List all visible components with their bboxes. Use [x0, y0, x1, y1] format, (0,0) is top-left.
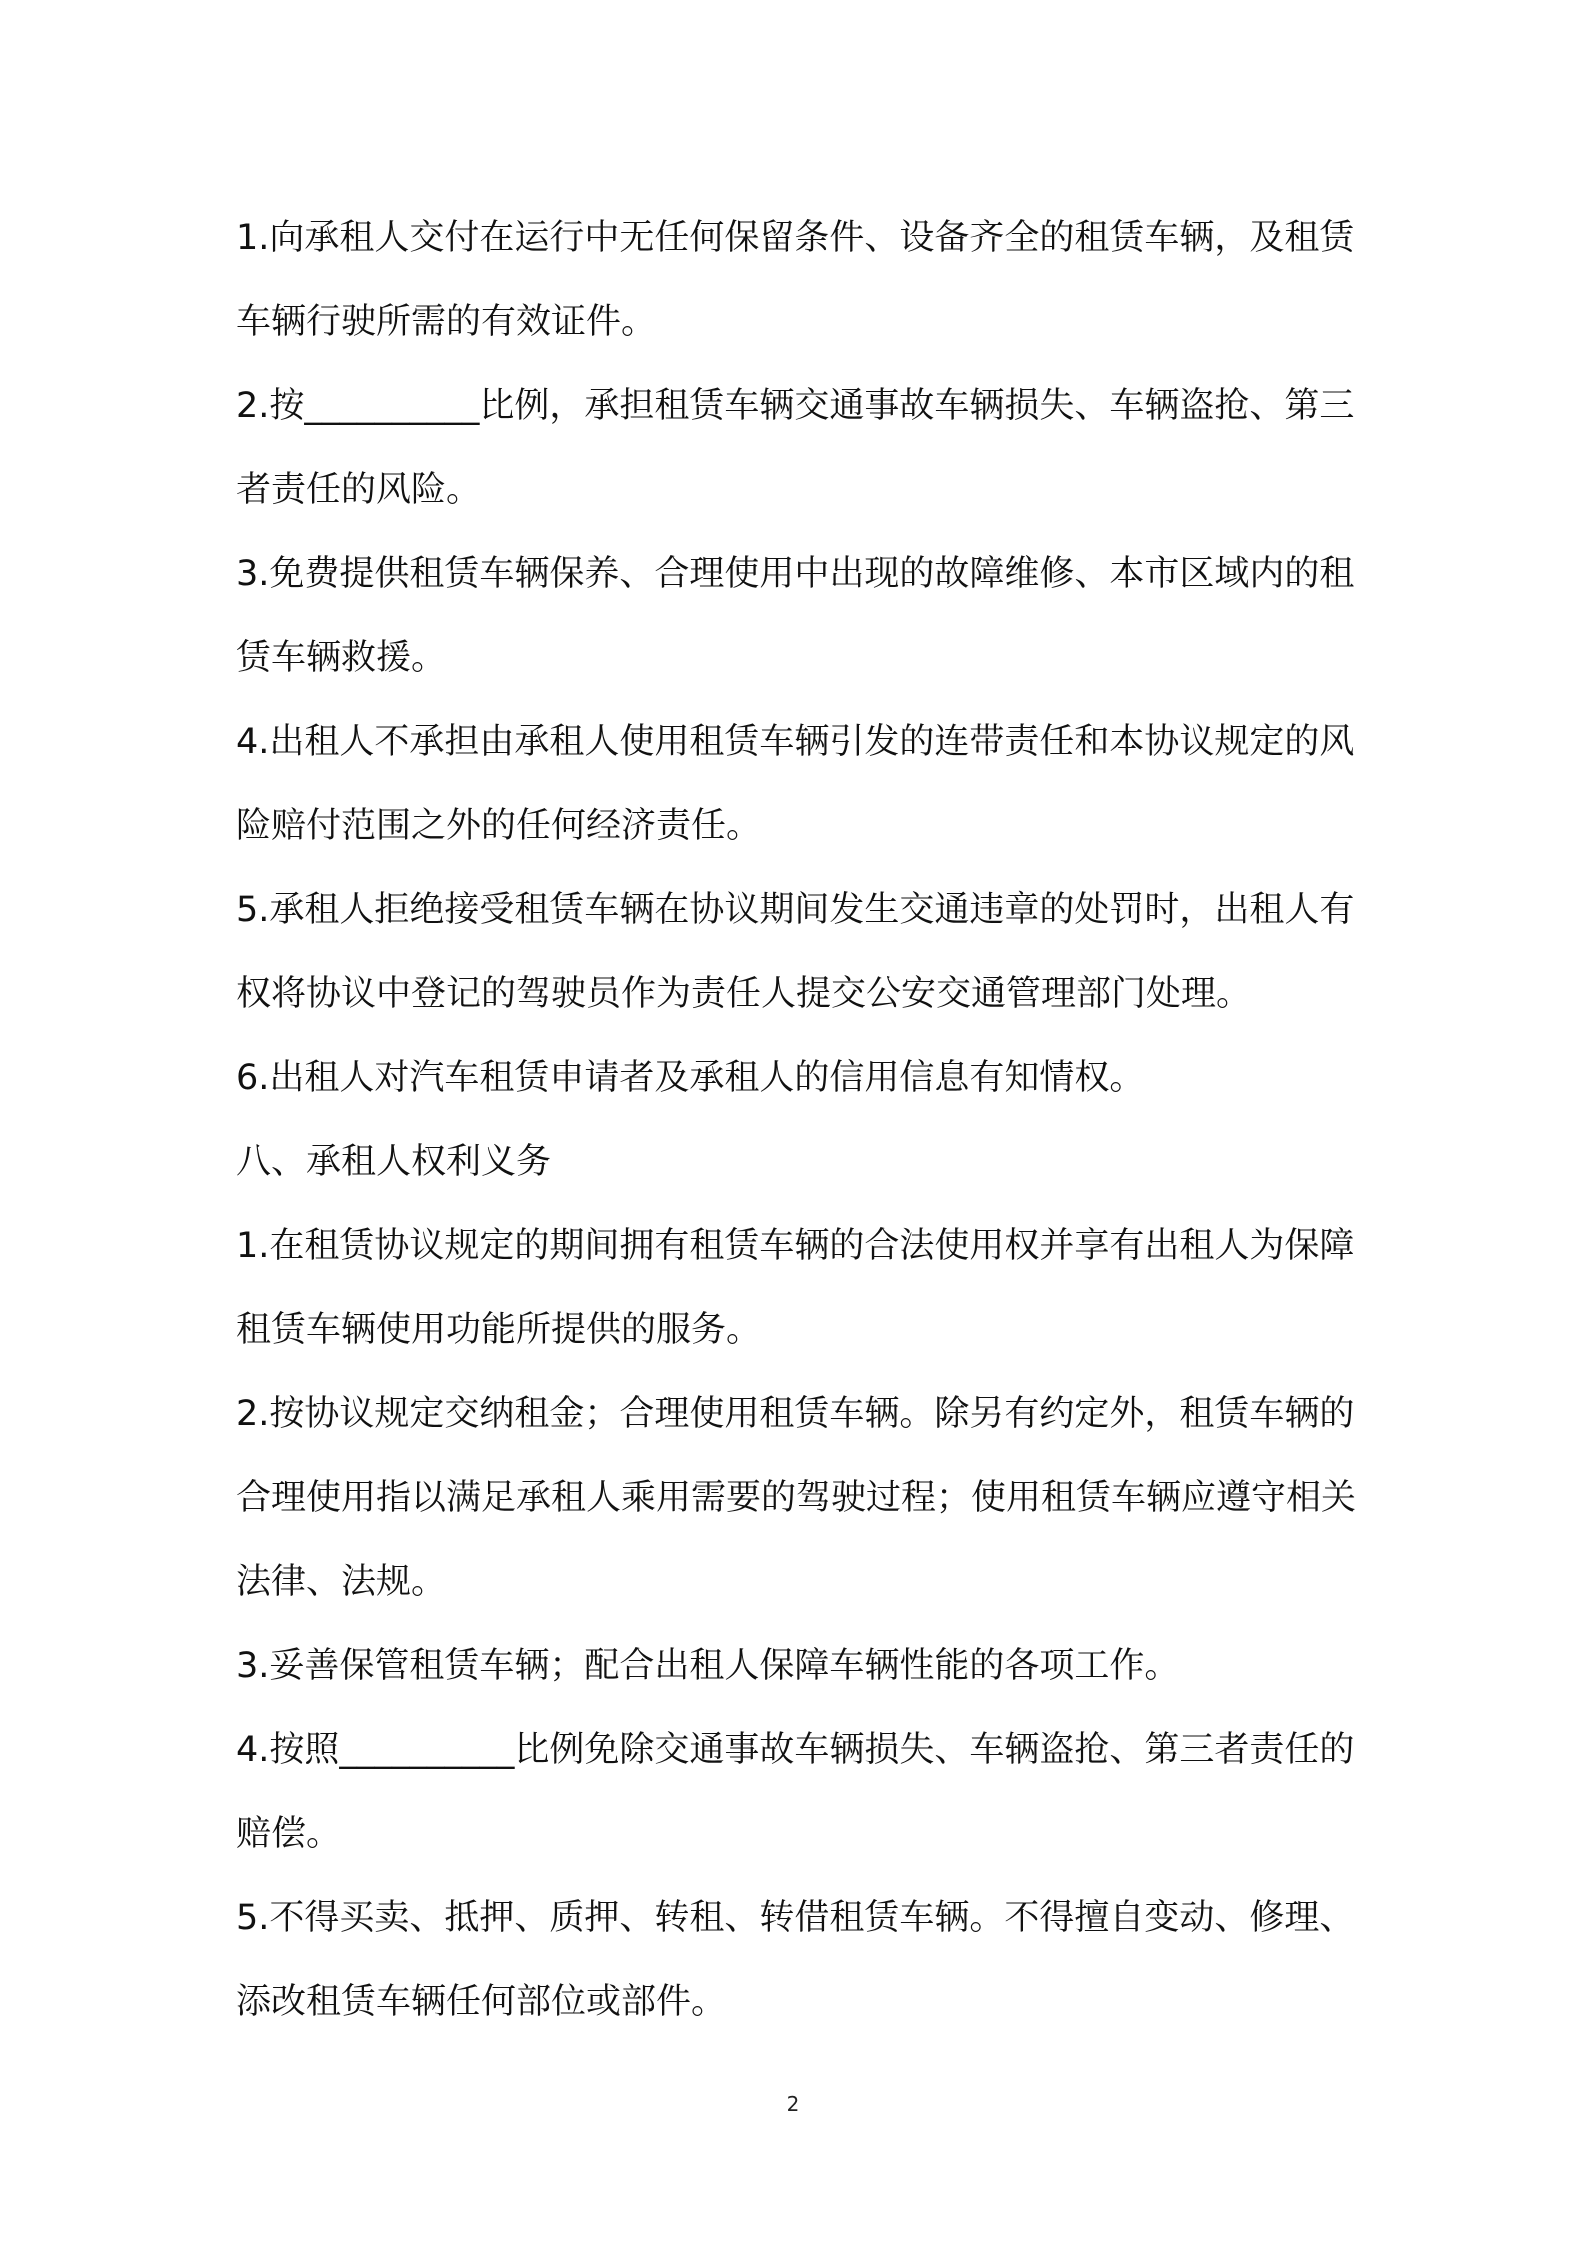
section-heading-lessee-rights: 八、承租人权利义务 — [236, 1142, 552, 1182]
paragraph-lessor-1: 1.向承租人交付在运行中无任何保留条件、设备齐全的租赁车辆，及租赁车辆行驶所需的有效证件。 — [236, 218, 1355, 342]
paragraph-lessee-1: 1.在租赁协议规定的期间拥有租赁车辆的合法使用权并享有出租人为保障租赁车辆使用功能所提供的服务。 — [236, 1226, 1355, 1350]
paragraph-lessee-4: 4.按照__________比例免除交通事故车辆损失、车辆盗抢、第三者责任的赔偿。 — [236, 1730, 1355, 1854]
paragraph-lessee-2: 2.按协议规定交纳租金；合理使用租赁车辆。除另有约定外，租赁车辆的合理使用指以满足承租人乘用需要的驾驶过程；使用租赁车辆应遵守相关法律、法规。 — [236, 1394, 1357, 1602]
paragraph-lessor-5: 5.承租人拒绝接受租赁车辆在协议期间发生交通违章的处罚时，出租人有权将协议中登记的驾驶员作为责任人提交公安交通管理部门处理。 — [236, 890, 1355, 1014]
document-body — [236, 196, 1366, 2044]
paragraph-lessor-6: 6.出租人对汽车租赁申请者及承租人的信用信息有知情权。 — [236, 1058, 1145, 1098]
paragraph-lessee-5: 5.不得买卖、抵押、质押、转租、转借租赁车辆。不得擅自变动、修理、添改租赁车辆任何部位或部件。 — [236, 1898, 1355, 2022]
page-number: 2 — [786, 2092, 800, 2116]
paragraph-lessee-3: 3.妥善保管租赁车辆；配合出租人保障车辆性能的各项工作。 — [236, 1646, 1180, 1686]
paragraph-lessor-4: 4.出租人不承担由承租人使用租赁车辆引发的连带责任和本协议规定的风险赔付范围之外的任何经济责任。 — [236, 722, 1355, 846]
paragraph-lessor-2: 2.按__________比例，承担租赁车辆交通事故车辆损失、车辆盗抢、第三者责任的风险。 — [236, 386, 1355, 510]
paragraph-lessor-3: 3.免费提供租赁车辆保养、合理使用中出现的故障维修、本市区域内的租赁车辆救援。 — [236, 554, 1355, 678]
